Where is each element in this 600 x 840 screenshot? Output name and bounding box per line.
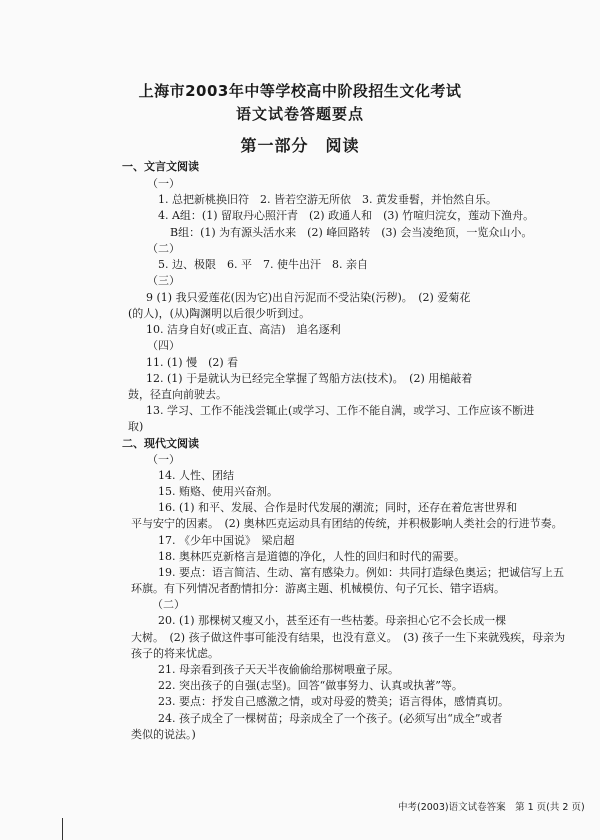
answer-line: 9 (1) 我只爱莲花(因为它)出自污泥而不受沾染(污秽)。 (2) 爱菊花 — [146, 291, 471, 304]
answer-line: (的人)，(从)陶渊明以后很少听到过。 — [128, 307, 311, 320]
part-heading: 第一部分 阅读 — [240, 136, 360, 155]
answer-line: 10. 洁身自好(或正直、高洁) 追名逐利 — [146, 323, 341, 336]
answer-line: 类似的说法。) — [131, 728, 196, 741]
answer-line: 16. (1) 和平、发展、合作是时代发展的潮流；同时，还存在着危害世界和 — [158, 501, 518, 514]
subsection-label: （四） — [147, 339, 180, 352]
scan-edge-mark — [62, 818, 63, 840]
answer-line: 环旗。有下列情况者酌情扣分：游离主题、机械模仿、句子冗长、错字语病。 — [131, 582, 505, 595]
answer-line: 24. 孩子成全了一棵树苗；母亲成全了一个孩子。(必须写出“成全”或者 — [158, 712, 503, 725]
answer-line: 17. 《少年中国说》 梁启超 — [158, 534, 295, 547]
answer-line: 19. 要点：语言简洁、生动、富有感染力。例如：共同打造绿色奥运；把诚信写上五 — [158, 566, 564, 579]
answer-line: 21. 母亲看到孩子天天半夜偷偷给那树喂童子尿。 — [158, 663, 399, 676]
answer-line: 4. A组：(1) 留取丹心照汗青 (2) 政通人和 (3) 竹喧归浣女，莲动下渔舟。 — [158, 209, 535, 222]
answer-line: 取) — [128, 420, 144, 433]
answer-line: 1. 总把新桃换旧符 2. 皆若空游无所依 3. 黄发垂髫，并怡然自乐。 — [158, 193, 497, 206]
answer-line: 12. (1) 于是就认为已经完全掌握了驾船方法(技术)。 (2) 用槌敲着 — [146, 372, 473, 385]
answer-line: 15. 贿赂、使用兴奋剂。 — [158, 485, 278, 498]
answer-line: 14. 人性、团结 — [158, 469, 234, 482]
section-heading: 一、文言文阅读 — [122, 160, 199, 173]
subsection-label: （二） — [147, 242, 180, 255]
page-footer: 中考(2003)语文试卷答案 第 1 页(共 2 页) — [398, 802, 585, 813]
answer-line: 孩子的将来忧虑。 — [131, 647, 219, 660]
answer-line: 13. 学习、工作不能浅尝辄止(或学习、工作不能自满，或学习、工作应该不断进 — [146, 404, 535, 417]
answer-line: 鼓，径直向前驶去。 — [128, 388, 227, 401]
answer-line: B组：(1) 为有源头活水来 (2) 峰回路转 (3) 会当凌绝顶，一览众山小。 — [170, 226, 533, 239]
answer-line: 大树。 (2) 孩子做这件事可能没有结果，也没有意义。 (3) 孩子一生下来就残疾，母亲为 — [131, 631, 566, 644]
subsection-label: （一） — [147, 177, 180, 190]
answer-line: 18. 奥林匹克新格言是道德的净化，人性的回归和时代的需要。 — [158, 550, 465, 563]
answer-line: 23. 要点：抒发自己感激之情，或对母爱的赞美；语言得体，感情真切。 — [158, 695, 509, 708]
answer-line: 5. 边、极限 6. 平 7. 使牛出汗 8. 亲自 — [158, 258, 368, 271]
subsection-label: （二） — [152, 598, 185, 611]
answer-line: 22. 突出孩子的自强(志坚)。回答“做事努力、认真或执著”等。 — [158, 679, 463, 692]
answer-line: 平与安宁的因素。 (2) 奥林匹克运动具有团结的传统，并积极影响人类社会的行进节奏。 — [131, 517, 563, 530]
page-title: 上海市2003年中等学校高中阶段招生文化考试 — [138, 82, 462, 100]
answer-line: 11. (1) 慢 (2) 看 — [146, 356, 239, 369]
subsection-label: （三） — [147, 274, 180, 287]
subsection-label: （一） — [147, 453, 180, 466]
page-subtitle: 语文试卷答题要点 — [235, 105, 364, 123]
section-heading: 二、现代文阅读 — [122, 437, 199, 450]
answer-line: 20. (1) 那棵树又瘦又小，甚至还有一些枯萎。母亲担心它不会长成一棵 — [158, 614, 507, 627]
